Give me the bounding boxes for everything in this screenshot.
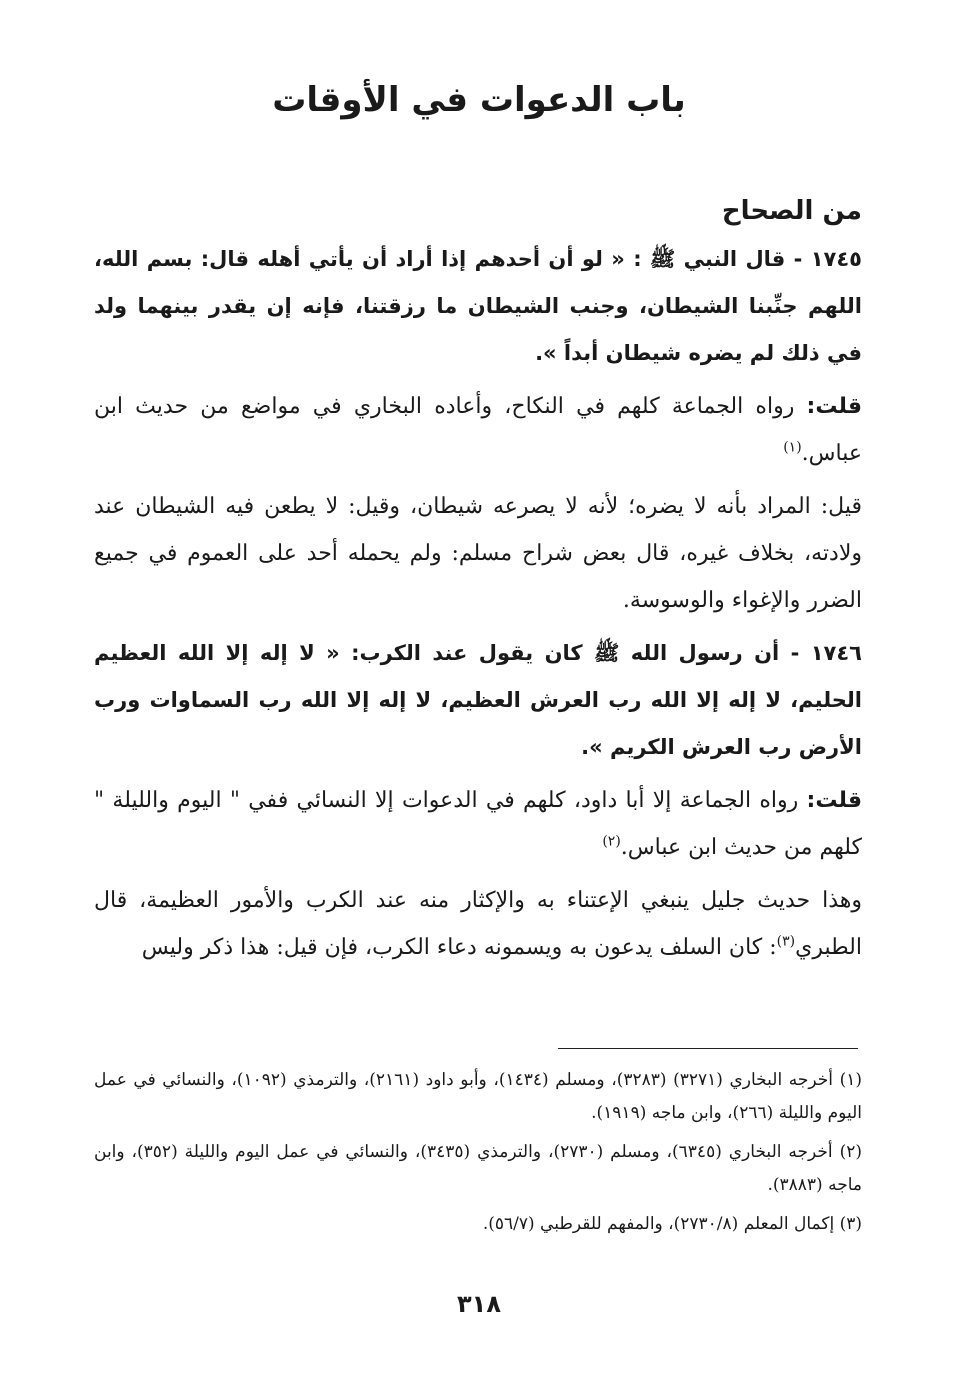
comment-text: رواه الجماعة كلهم في النكاح، وأعاده البخاري في مواضع من حديث ابن عباس.: [94, 394, 862, 466]
footnote-divider: [558, 1048, 858, 1049]
page-number: ٣١٨: [457, 1290, 501, 1318]
explanation-text-before: وهذا حديث جليل ينبغي الإعتناء به والإكثار منه عند الكرب والأمور العظيمة، قال الطبري: [94, 888, 862, 960]
hadith-1745: ١٧٤٥ - قال النبي ﷺ : « لو أن أحدهم إذا أراد أن يأتي أهله قال: بسم الله، اللهم جنِّبنا الشيطان، وجنب الشيطان ما رزقتنا، فإنه إن يقدر بينهما ولد في ذلك لم يضره شيطان أبداً ».: [94, 247, 862, 365]
footnote-ref: (١): [783, 439, 802, 456]
footnote-text: أخرجه البخاري (٣٢٧١) (٣٢٨٣)، ومسلم (١٤٣٤)، وأبو داود (٢١٦١)، والترمذي (١٠٩٢)، والنسائي في عمل اليوم والليلة (٢٦٦)، وابن ماجه (١٩١٩).: [94, 1070, 862, 1123]
main-text: [94, 188, 862, 977]
footnote-ref: (٣): [776, 933, 796, 950]
comment-text: رواه الجماعة إلا أبا داود، كلهم في الدعوات إلا النسائي ففي " اليوم والليلة " كلهم من حديث ابن عباس.: [94, 788, 862, 860]
explanation-text-after: : كان السلف يدعون به ويسمونه دعاء الكرب، فإن قيل: هذا ذكر وليس: [141, 935, 777, 960]
footnote-number: (٢): [839, 1142, 862, 1162]
footnotes: [94, 1064, 862, 1247]
explanation-1: قيل: المراد بأنه لا يضره؛ لأنه لا يصرعه شيطان، وقيل: لا يطعن فيه الشيطان عند ولادته، بخلاف غيره، قال بعض شراح مسلم: ولم يحمله أحد على العموم في جميع الضرر والإغواء والوسوسة.: [94, 494, 862, 613]
chapter-title: باب الدعوات في الأوقات: [272, 80, 686, 120]
hadith-1746: ١٧٤٦ - أن رسول الله ﷺ كان يقول عند الكرب: « لا إله إلا الله العظيم الحليم، لا إله إلا الله رب العرش العظيم، لا إله إلا الله رب السماوات ورب الأرض رب العرش الكريم ».: [94, 641, 862, 759]
footnote-number: (٣): [839, 1214, 862, 1234]
footnote-2: [94, 1136, 862, 1202]
comment-2: [94, 777, 862, 871]
section-heading: من الصحاح: [721, 196, 862, 226]
comment-label: قلت:: [806, 788, 862, 813]
footnote-ref: (٢): [602, 833, 621, 850]
explanation-2: [94, 877, 862, 971]
footnote-3: [94, 1208, 862, 1241]
comment-label: قلت:: [806, 394, 863, 419]
footnote-1: [94, 1064, 862, 1130]
footnote-text: إكمال المعلم (٢٧٣٠/٨)، والمفهم للقرطبي (٥٦/٧).: [482, 1214, 835, 1234]
footnote-text: أخرجه البخاري (٦٣٤٥)، ومسلم (٢٧٣٠)، والترمذي (٣٤٣٥)، والنسائي في عمل اليوم والليلة (٣٥٢)، وابن ماجه (٣٨٨٣).: [94, 1142, 862, 1195]
comment-1: [94, 383, 862, 477]
footnote-number: (١): [839, 1070, 862, 1090]
